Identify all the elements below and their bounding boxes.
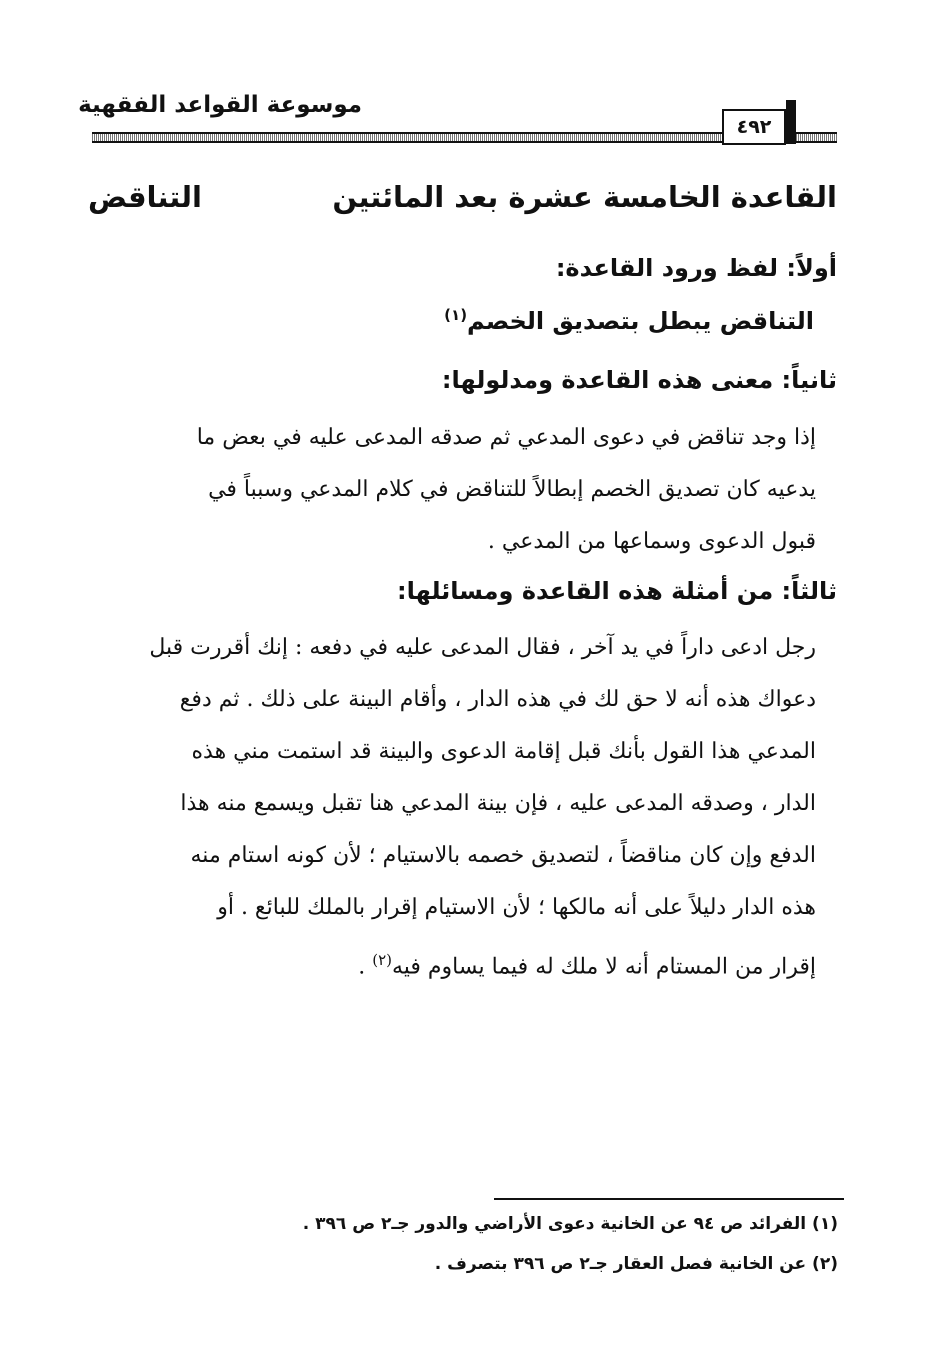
rule-heading: القاعدة الخامسة عشرة بعد المائتين xyxy=(332,180,837,214)
paragraph-line: إذا وجد تناقض في دعوى المدعي ثم صدقه المدعى عليه في بعض ما xyxy=(196,425,816,450)
paragraph-line: يدعيه كان تصديق الخصم إبطالاً للتناقض في كلام المدعي وسبباً في xyxy=(208,477,816,502)
footnote-2: (٢) عن الخانية فصل العقار جـ٢ ص ٣٩٦ بتصرف . xyxy=(434,1254,838,1274)
paragraph-line: المدعي هذا القول بأنك قبل إقامة الدعوى والبينة قد استمت مني هذه xyxy=(191,739,816,764)
paragraph-line: رجل ادعى داراً في يد آخر ، فقال المدعى عليه في دفعه : إنك أقررت قبل xyxy=(149,635,816,660)
section-2-title: ثانياً: معنى هذه القاعدة ومدلولها: xyxy=(441,366,837,394)
paragraph-line: الدفع وإن كان مناقضاً ، لتصديق خصمه بالاستيام ؛ لأن كونه استام منه xyxy=(190,843,816,868)
footnote-1: (١) الفرائد ص ٩٤ عن الخانية دعوى الأراضي والدور جـ٢ ص ٣٩٦ . xyxy=(302,1214,838,1234)
paragraph-line-text: إقرار من المستام أنه لا ملك له فيما يساوم فيه xyxy=(391,954,816,980)
paragraph-end-mark: . xyxy=(358,954,366,980)
footnote-ref-2: (٢) xyxy=(372,951,392,969)
rule-statement-text: التناقض يبطل بتصديق الخصم xyxy=(467,307,814,335)
paragraph-line: قبول الدعوى وسماعها من المدعي . xyxy=(487,529,816,554)
paragraph-line: هذه الدار دليلاً على أنه مالكها ؛ لأن الاستيام إقرار بالملك للبائع . أو xyxy=(217,895,816,920)
meaning-paragraph xyxy=(76,412,816,568)
paragraph-line: الدار ، وصدقه المدعى عليه ، فإن بينة المدعي هنا تقبل ويسمع منه هذا xyxy=(180,791,816,816)
footnote-ref-1: (١) xyxy=(444,306,468,324)
running-title: موسوعة القواعد الفقهية xyxy=(78,92,362,118)
rule-name: التناقض xyxy=(88,180,202,214)
section-1-title: أولاً: لفظ ورود القاعدة: xyxy=(555,254,837,282)
examples-paragraph xyxy=(76,622,816,986)
header-corner-mark xyxy=(786,100,796,144)
footnote-rule xyxy=(494,1198,844,1200)
paragraph-line: دعواك هذه أنه لا حق لك في هذه الدار ، وأقام البينة على ذلك . ثم دفع xyxy=(179,687,816,712)
section-3-title: ثالثاً: من أمثلة هذه القاعدة ومسائلها: xyxy=(396,577,837,605)
page-number: ٤٩٢ xyxy=(722,109,786,145)
rule-statement xyxy=(114,306,814,335)
paragraph-line-last xyxy=(76,934,816,986)
